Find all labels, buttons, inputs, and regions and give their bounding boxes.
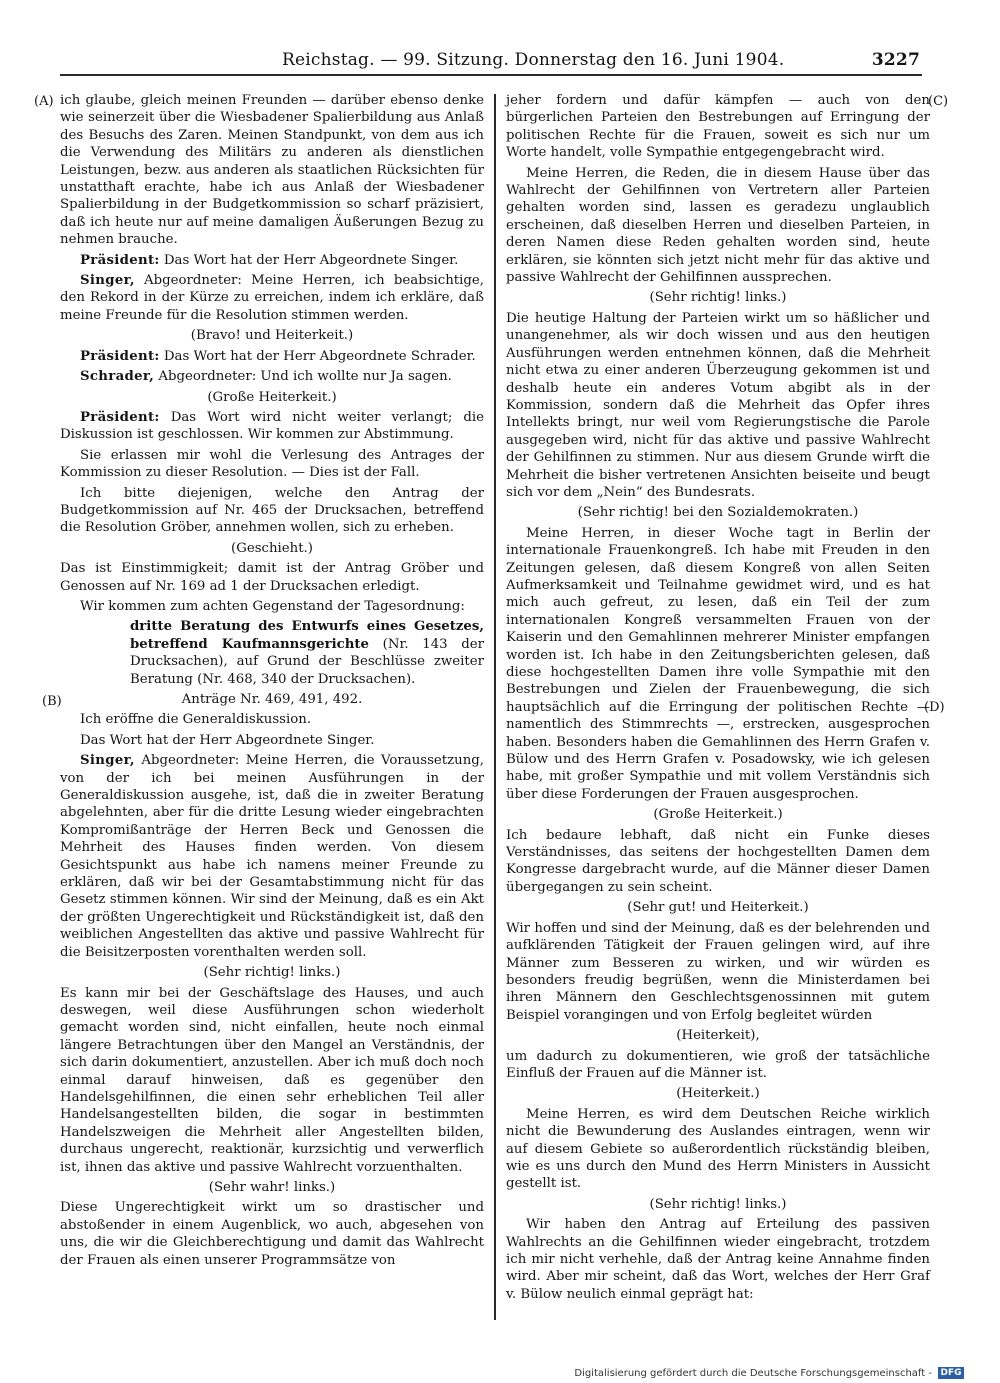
reaction: (Große Heiterkeit.) (653, 807, 783, 823)
agenda-title: dritte Beratung des Entwurfs eines Gesetzes, betreffend Kaufmannsgerichte (130, 619, 484, 652)
running-title: Reichstag. — 99. Sitzung. Donnerstag den 16. Juni 1904. (282, 50, 785, 70)
paragraph: Ich eröffne die Generaldiskussion. (80, 712, 312, 728)
paragraph: Diese Ungerechtigkeit wirkt um so drastischer und abstoßender in einem Augenblick, wo auch, abgesehen von uns, die wir die Gleichberechtigung und damit das Wahlrecht der Frauen als einen unserer Programmsätze von (60, 1200, 484, 1268)
reaction: (Große Heiterkeit.) (207, 389, 337, 405)
paragraph (60, 348, 484, 365)
digitization-footer (574, 1365, 964, 1381)
margin-mark-b: (B) (42, 694, 62, 709)
reaction: (Heiterkeit.) (676, 1086, 760, 1102)
reaction: (Heiterkeit), (676, 1028, 760, 1044)
paragraph (60, 409, 484, 444)
paragraph: Wir hoffen und sind der Meinung, daß es der belehrenden und aufklärenden Tätigkeit der Frauen gelingen wird, auf ihre Männer zum Besseren zu wirken, und wir würden es besonders freudig begrüßen, wenn die Ministerdamen bei ihren Männern den Geschlechtsgenossinnen mit gutem Beispiel vorangingen und von Erfolg begleitet würden (506, 920, 930, 1023)
speaker-name: Singer, (80, 273, 135, 289)
paragraph: Sie erlassen mir wohl die Verlesung des Antrages der Kommission zu dieser Resolution. — Dies ist der Fall. (60, 447, 484, 481)
speaker-name: Schrader, (80, 369, 155, 385)
agenda-text: (Nr. 143 der Drucksachen), auf Grund der Beschlüsse zweiter Beratung (Nr. 468, 340 der Drucksachen). (130, 636, 484, 687)
reaction: (Sehr wahr! links.) (208, 1179, 336, 1195)
margin-mark-c: (C) (928, 94, 949, 109)
paragraph: Ich bedaure lebhaft, daß nicht ein Funke dieses Verständnisses, das seitens der hochgestellten Damen dem Kongresse dargebracht wurde, auf die Männer dieser Damen übergegangen zu sein scheint. (506, 827, 930, 895)
speaker-name: Präsident: (80, 409, 160, 425)
paragraph: ich glaube, gleich meinen Freunden — darüber ebenso denke wie seinerzeit über die Wiesbadener Spalierbildung aus Anlaß des Besuchs des Zaren. Meinen Standpunkt, von dem aus ich die Verwendung des Militärs zu anderen als dienstlichen Leistungen, bezw. aus anderen als staatlichen Rücksichten für unstatthaft erachte, habe ich aus Anlaß der Wiesbadener Spalierbildung in der Budgetkommission so scharf präzisiert, daß ich heute nur auf meine damaligen Äußerungen Bezug zu nehmen brauche. (60, 93, 484, 248)
reaction: (Sehr richtig! bei den Sozialdemokraten.) (577, 505, 859, 521)
speech-text: Das Wort wird nicht weiter verlangt; die Diskussion ist geschlossen. Wir kommen zur Abstimmung. (60, 409, 484, 443)
paragraph: Das Wort hat der Herr Abgeordnete Singer. (80, 732, 375, 748)
paragraph: um dadurch zu dokumentieren, wie groß der tatsächliche Einfluß der Frauen auf die Männer ist. (506, 1048, 930, 1081)
paragraph (60, 272, 484, 324)
reaction: (Sehr richtig! links.) (203, 965, 341, 981)
paragraph: Das ist Einstimmigkeit; damit ist der Antrag Gröber und Genossen auf Nr. 169 ad 1 der Drucksachen erledigt. (60, 561, 484, 594)
speaker-name: Singer, (80, 753, 135, 769)
right-column (506, 92, 930, 1306)
paragraph: Wir kommen zum achten Gegenstand der Tagesordnung: (80, 598, 465, 614)
speaker-name: Präsident: (80, 348, 160, 364)
speech-text: Abgeordneter: Meine Herren, ich beabsichtige, den Rekord in der Kürze zu erreichen, indem ich erkläre, daß meine Freunde für die Resolution stimmen werden. (60, 273, 484, 323)
header-rule (60, 74, 922, 76)
left-column (60, 92, 484, 1272)
speech-text: Abgeordneter: Meine Herren, die Voraussetzung, von der ich bei meinen Ausführungen in der Generaldiskussion ausgehe, ist, daß die in zweiter Beratung abgelehnten, aber für die dritte Lesung wieder eingebrachten Kompromißanträge der Herren Beck und Genossen die Mehrheit des Hauses finden werden. Von diesem Gesichtspunkt aus habe ich namens meiner Freunde zu erklären, daß wir bei der Gesamtabstimmung nicht für das Gesetz stimmen können. Wir sind der Meinung, daß es ein Akt der größten Ungerechtigkeit und Rückständigkeit ist, daß den weiblichen Angestellten das aktive und passive Wahlrecht für die Beisitzerposten vorenthalten werden soll. (60, 753, 484, 960)
speaker-name: Präsident: (80, 252, 160, 268)
margin-mark-a: (A) (34, 94, 54, 109)
paragraph (60, 252, 484, 269)
column-divider (494, 94, 496, 1320)
paragraph: Ich bitte diejenigen, welche den Antrag der Budgetkommission auf Nr. 465 der Drucksachen, betreffend die Resolution Gröber, annehmen wollen, sich zu erheben. (60, 485, 484, 536)
reaction: (Sehr gut! und Heiterkeit.) (627, 900, 809, 916)
paragraph: Meine Herren, in dieser Woche tagt in Berlin der internationale Frauenkongreß. Ich habe mit Freuden in den Zeitungen gelesen, daß diesem Kongreß von allen Seiten Aufmerksamkeit und Teilnahme gewidmet wird, und es hat mich auch gefreut, zu lesen, daß ein Teil der zum internationalen Kongreß versammelten Frauen von der Kaiserin und den Gemahlinnen mehrerer Minister empfangen worden ist. Ich habe in den Zeitungsberichten gelesen, daß diese hochgestellten Damen ihre volle Sympathie mit den Bestrebungen und Zielen der Frauenbewegung, die sich hauptsächlich auf die Erringung der politischen Rechte — namentlich des Stimmrechts —, erstrecken, ausgesprochen haben. Besonders haben die Gemahlinnen des Herrn Grafen v. Bülow und des Herrn Grafen v. Posadowsky, wie ich gelesen habe, mit großer Sympathie und mit vollem Verständnis sich über diese Forderungen der Frauen ausgesprochen. (506, 525, 930, 802)
page-number: 3227 (871, 50, 920, 70)
paragraph: Es kann mir bei der Geschäftslage des Hauses, und auch deswegen, weil diese Ausführungen schon wiederholt gemacht worden sind, nicht einfallen, heute noch einmal längere Betrachtungen über den Mangel an Verständnis, der sich darin dokumentiert, anzustellen. Aber ich muß doch noch einmal darauf hinweisen, daß es gegenüber den Handelsgehilfinnen, die einen sehr erheblichen Teil aller Handelsangestellten bilden, die sogar in bestimmten Handelszweigen die Mehrheit aller Angestellten bilden, durchaus ungerecht, reaktionär, kurzsichtig und verwerflich ist, ihnen das aktive und passive Wahlrecht vorzuenthalten. (60, 985, 484, 1175)
paragraph: Meine Herren, die Reden, die in diesem Hause über das Wahlrecht der Gehilfinnen von Vertretern aller Parteien gehalten worden sind, lassen es geradezu unglaublich erscheinen, daß dieselben Herren und dieselben Parteien, in deren Namen diese Reden gehalten worden sind, heute erklären, sie könnten sich jetzt nicht mehr für das aktive und passive Wahlrecht der Gehilfinnen aussprechen. (506, 165, 930, 286)
reaction: (Sehr richtig! links.) (649, 290, 787, 306)
agenda-item (60, 618, 484, 688)
paragraph: Wir haben den Antrag auf Erteilung des passiven Wahlrechts an die Gehilfinnen wieder eingebracht, trotzdem ich mir nicht verhehle, daß der Antrag keine Annahme finden wird. Aber mir scheint, daß das Wort, welches der Herr Graf v. Bülow neulich einmal geprägt hat: (506, 1217, 930, 1302)
speech-text: Abgeordneter: Und ich wollte nur Ja sagen. (158, 369, 452, 385)
reaction: (Bravo! und Heiterkeit.) (190, 328, 354, 344)
reaction: (Sehr richtig! links.) (649, 1196, 787, 1212)
margin-mark-d: (D) (924, 700, 945, 715)
dfg-logo-icon: DFG (938, 1367, 964, 1379)
paragraph (60, 752, 484, 961)
paragraph (60, 368, 484, 385)
paragraph: jeher fordern und dafür kämpfen — auch von den bürgerlichen Parteien den Bestrebungen auf Erringung der politischen Rechte für die Frauen, soweit es sich nur um Worte handelt, volle Sympathie entgegengebracht wird. (506, 93, 930, 161)
page-header (60, 46, 922, 74)
speech-text: Das Wort hat der Herr Abgeordnete Singer. (163, 252, 459, 268)
motions-line: Anträge Nr. 469, 491, 492. (181, 692, 363, 707)
speech-text: Das Wort hat der Herr Abgeordnete Schrader. (163, 348, 476, 364)
paragraph: Die heutige Haltung der Parteien wirkt um so häßlicher und unangenehmer, als wir doch wissen und aus den heutigen Ausführungen werden entnehmen können, daß die Mehrheit nicht etwa zu einer anderen Überzeugung gekommen ist und deshalb heute ein anderes Votum abgibt als in der Kommission, sondern daß die Mehrheit das Opfer ihres Intellekts bringt, nur weil vom Regierungstische die Parole ausgegeben wird, nicht für das aktive und passive Wahlrecht der Gehilfinnen zu stimmen. Nur aus diesem Grunde wirft die Mehrheit die bisher vertretenen Ansichten beiseite und beugt sich vor dem „Nein“ des Bundesrats. (506, 310, 930, 500)
footer-credit: Digitalisierung gefördert durch die Deutsche Forschungsgemeinschaft - (574, 1367, 932, 1379)
paragraph: Meine Herren, es wird dem Deutschen Reiche wirklich nicht die Bewunderung des Auslandes eintragen, wenn wir auf diesem Gebiete so außerordentlich rückständig bleiben, wie es uns durch den Mund des Herrn Ministers in Aussicht gestellt ist. (506, 1106, 930, 1192)
reaction: (Geschieht.) (231, 540, 313, 556)
